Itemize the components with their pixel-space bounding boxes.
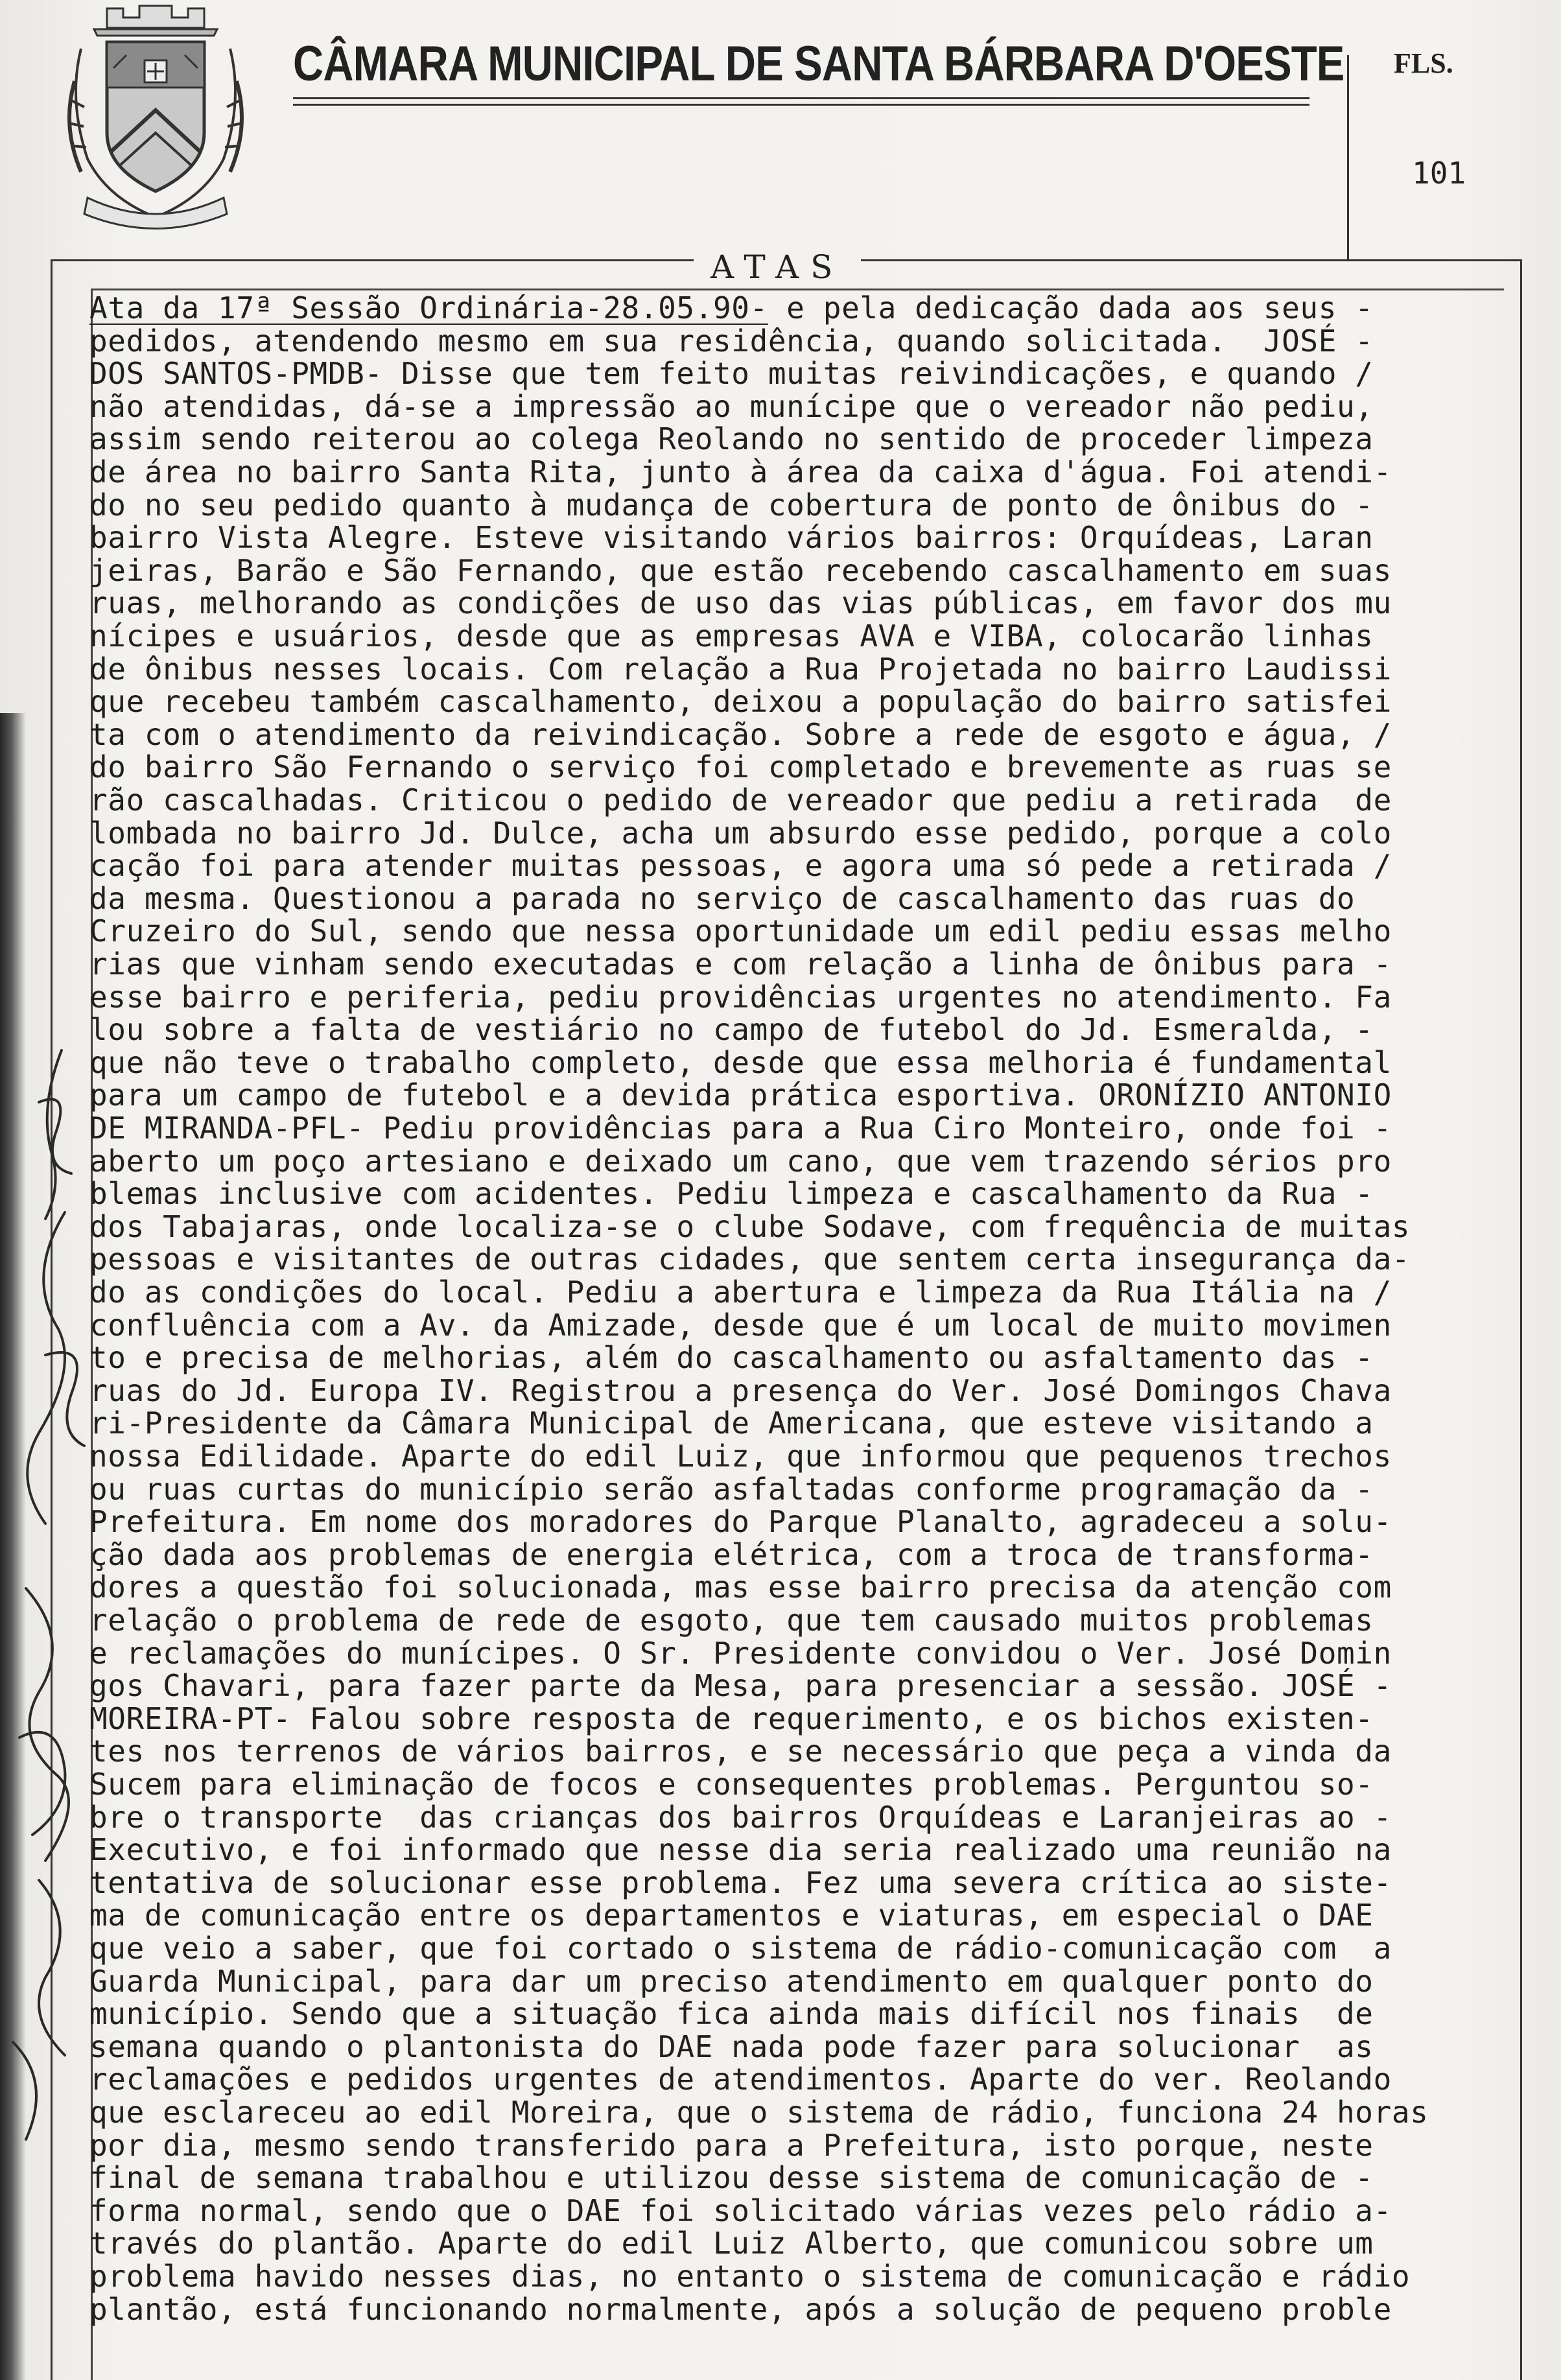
minutes-line: que veio a saber, que foi cortado o sistema de rádio-comunicação com a	[89, 1931, 1392, 1966]
minutes-line: dores a questão foi solucionada, mas esse bairro precisa da atenção com	[89, 1570, 1392, 1605]
folio-label: FLS.	[1394, 47, 1453, 79]
minutes-line: tes nos terrenos de vários bairros, e se necessário que peça a vinda da	[89, 1734, 1392, 1769]
minutes-line: tentativa de solucionar esse problema. Fez uma severa crítica ao siste-	[89, 1865, 1392, 1900]
minutes-line: plantão, está funcionando normalmente, após a solução de pequeno proble	[89, 2291, 1392, 2327]
minutes-line: ruas, melhorando as condições de uso das vias públicas, em favor dos mu	[89, 585, 1392, 621]
minutes-line: que não teve o trabalho completo, desde que essa melhoria é fundamental	[89, 1044, 1392, 1080]
minutes-line: nossa Edilidade. Aparte do edil Luiz, que informou que pequenos trechos	[89, 1439, 1392, 1474]
minutes-line: DOS SANTOS-PMDB- Disse que tem feito muitas reivindicações, e quando /	[89, 356, 1374, 392]
minutes-line: nícipes e usuários, desde que as empresas AVA e VIBA, colocarão linhas	[89, 619, 1374, 654]
minutes-line: do bairro São Fernando o serviço foi completado e brevemente as ruas se	[89, 749, 1392, 785]
minutes-line: final de semana trabalhou e utilizou desse sistema de comunicação de -	[89, 2160, 1374, 2196]
minutes-line: por dia, mesmo sendo transferido para a Prefeitura, isto porque, neste	[89, 2127, 1374, 2163]
page-number: 101	[1412, 156, 1466, 191]
minutes-line: não atendidas, dá-se a impressão ao munícipe que o vereador não pediu,	[89, 388, 1374, 424]
minutes-line-1	[89, 292, 1374, 324]
minutes-line: ou ruas curtas do município serão asfaltadas conforme programação da -	[89, 1471, 1374, 1507]
minutes-line: Sucem para eliminação de focos e consequentes problemas. Perguntou so-	[89, 1767, 1374, 1802]
minutes-line: esse bairro e periferia, pediu providências urgentes no atendimento. Fa	[89, 979, 1392, 1015]
section-title: ATAS	[694, 248, 861, 286]
minutes-line: município. Sendo que a situação fica ainda mais difícil nos finais de	[89, 1996, 1374, 2032]
minutes-line: pedidos, atendendo mesmo em sua residência, quando solicitada. JOSÉ -	[89, 323, 1374, 359]
minutes-line: do as condições do local. Pediu a abertura e limpeza da Rua Itália na /	[89, 1275, 1392, 1310]
minutes-line: MOREIRA-PT- Falou sobre resposta de requerimento, e os bichos existen-	[89, 1701, 1374, 1736]
chamber-name-title: CÂMARA MUNICIPAL DE SANTA BÁRBARA D'OESTE	[293, 36, 1344, 91]
minutes-line: confluência com a Av. da Amizade, desde que é um local de muito movimen	[89, 1307, 1392, 1343]
minutes-line: relação o problema de rede de esgoto, que tem causado muitos problemas	[89, 1603, 1374, 1638]
minutes-line: que esclareceu ao edil Moreira, que o sistema de rádio, funciona 24 horas	[89, 2095, 1429, 2130]
minutes-line: ma de comunicação entre os departamentos e viaturas, em especial o DAE	[89, 1898, 1374, 1933]
minutes-line: jeiras, Barão e São Fernando, que estão recebendo cascalhamento em suas	[89, 552, 1392, 588]
minutes-line: gos Chavari, para fazer parte da Mesa, para presenciar a sessão. JOSÉ -	[89, 1668, 1392, 1704]
minutes-line: Guarda Municipal, para dar um preciso atendimento em qualquer ponto do	[89, 1963, 1374, 1999]
minutes-line: dos Tabajaras, onde localiza-se o clube Sodave, com frequência de muitas	[89, 1208, 1411, 1244]
minutes-line: Prefeitura. Em nome dos moradores do Parque Planalto, agradeceu a solu-	[89, 1504, 1392, 1540]
minutes-line: rias que vinham sendo executadas e com relação a linha de ônibus para -	[89, 947, 1392, 982]
minutes-line: ruas do Jd. Europa IV. Registrou a presença do Ver. José Domingos Chava	[89, 1373, 1392, 1408]
minutes-line: aberto um poço artesiano e deixado um cano, que vem trazendo sérios pro	[89, 1143, 1392, 1179]
minutes-line: que recebeu também cascalhamento, deixou a população do bairro satisfei	[89, 684, 1392, 720]
minutes-line: cação foi para atender muitas pessoas, e agora uma só pede a retirada /	[89, 848, 1392, 884]
minutes-line: través do plantão. Aparte do edil Luiz Alberto, que comunicou sobre um	[89, 2226, 1374, 2261]
minutes-line: lou sobre a falta de vestiário no campo de futebol do Jd. Esmeralda, -	[89, 1012, 1374, 1048]
minutes-line-1-rest: e pela dedicação dada aos seus -	[768, 290, 1374, 325]
coat-of-arms-icon	[62, 3, 250, 237]
minutes-line: Cruzeiro do Sul, sendo que nessa oportunidade um edil pediu essas melho	[89, 913, 1392, 949]
minutes-line: ri-Presidente da Câmara Municipal de Americana, que esteve visitando a	[89, 1406, 1374, 1441]
minutes-line: de área no bairro Santa Rita, junto à área da caixa d'água. Foi atendi-	[89, 454, 1392, 489]
folio-divider	[1347, 55, 1349, 259]
minutes-line: problema havido nesses dias, no entanto o sistema de comunicação e rádio	[89, 2259, 1411, 2294]
minutes-line: Executivo, e foi informado que nesse dia seria realizado uma reunião na	[89, 1832, 1392, 1868]
minutes-line: e reclamações do munícipes. O Sr. Presidente convidou o Ver. José Domin	[89, 1635, 1392, 1671]
minutes-line: da mesma. Questionou a parada no serviço de cascalhamento das ruas do	[89, 880, 1356, 916]
minutes-line: de ônibus nesses locais. Com relação a Rua Projetada no bairro Laudissi	[89, 651, 1392, 687]
minutes-line: reclamações e pedidos urgentes de atendimentos. Aparte do ver. Reolando	[89, 2062, 1392, 2097]
minutes-line: blemas inclusive com acidentes. Pediu limpeza e cascalhamento da Rua -	[89, 1176, 1374, 1212]
session-heading: Ata da 17ª Sessão Ordinária-28.05.90-	[89, 290, 768, 325]
header-rule-top	[293, 97, 1309, 99]
minutes-line: pessoas e visitantes de outras cidades, que sentem certa insegurança da-	[89, 1242, 1411, 1277]
minutes-line: bre o transporte das crianças dos bairros Orquídeas e Laranjeiras ao -	[89, 1799, 1392, 1835]
header-rule-bottom	[293, 104, 1309, 106]
minutes-line: semana quando o plantonista do DAE nada pode fazer para solucionar as	[89, 2029, 1374, 2064]
minutes-line: do no seu pedido quanto à mudança de cobertura de ponto de ônibus do -	[89, 487, 1374, 523]
minutes-line: DE MIRANDA-PFL- Pediu providências para a Rua Ciro Monteiro, onde foi -	[89, 1111, 1392, 1146]
minutes-line: ção dada aos problemas de energia elétrica, com a troca de transforma-	[89, 1537, 1374, 1572]
minutes-line: bairro Vista Alegre. Esteve visitando vários bairros: Orquídeas, Laran	[89, 520, 1374, 556]
minutes-line: forma normal, sendo que o DAE foi solicitado várias vezes pelo rádio a-	[89, 2193, 1392, 2228]
minutes-line: rão cascalhadas. Criticou o pedido de vereador que pediu a retirada de	[89, 783, 1392, 818]
handwritten-signature	[0, 940, 104, 2172]
minutes-line: ta com o atendimento da reivindicação. Sobre a rede de esgoto e água, /	[89, 716, 1392, 752]
minutes-line: to e precisa de melhorias, além do cascalhamento ou asfaltamento das -	[89, 1340, 1374, 1376]
minutes-line: para um campo de futebol e a devida prática esportiva. ORONÍZIO ANTONIO	[89, 1078, 1392, 1113]
minutes-line: lombada no bairro Jd. Dulce, acha um absurdo esse pedido, porque a colo	[89, 815, 1392, 851]
minutes-line: assim sendo reiterou ao colega Reolando no sentido de proceder limpeza	[89, 421, 1374, 457]
